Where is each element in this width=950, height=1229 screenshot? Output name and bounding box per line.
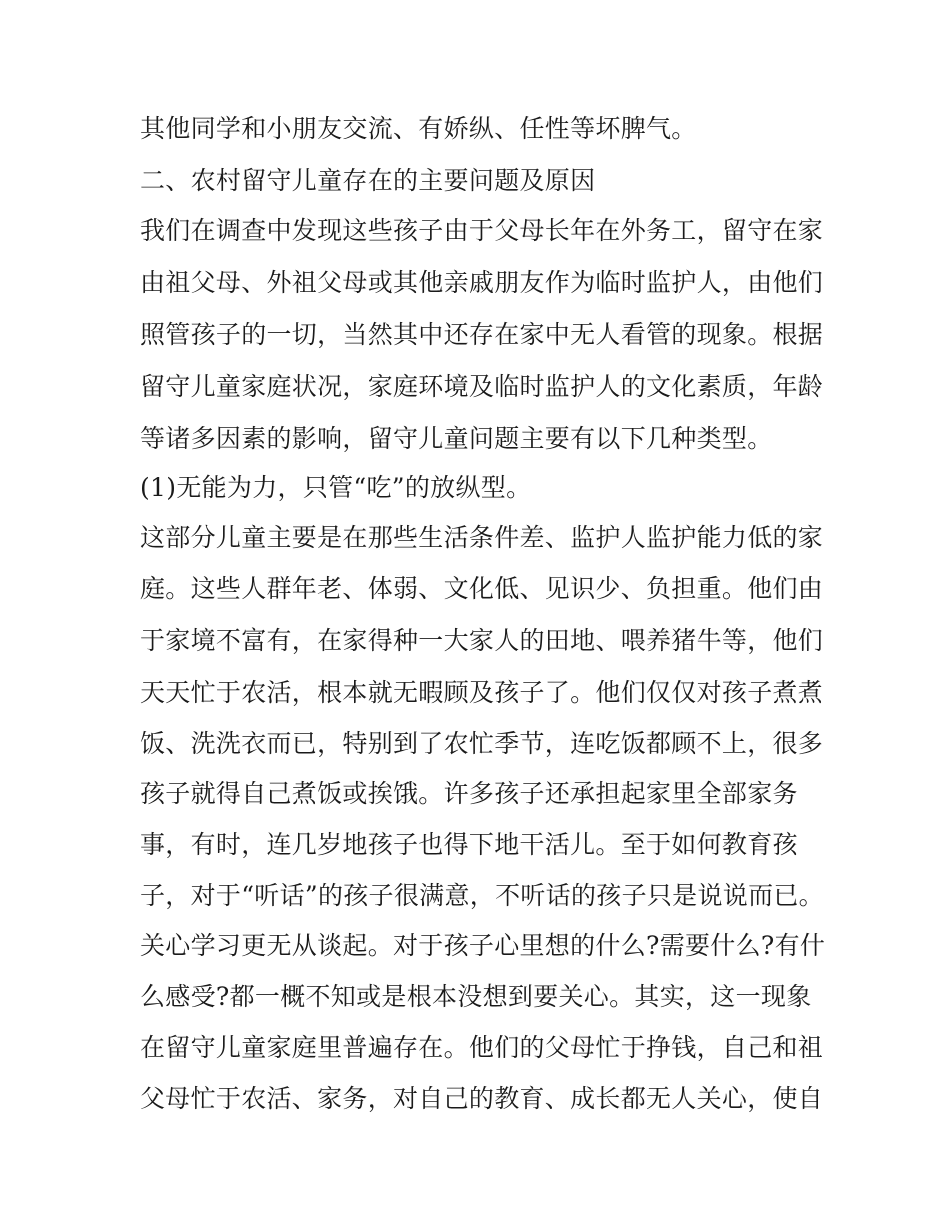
text-line: 这部分儿童主要是在那些生活条件差、监护人监护能力低的家	[140, 523, 824, 552]
text-line: 孩子就得自己煮饭或挨饿。许多孩子还承担起家里全部家务	[140, 779, 798, 808]
text-line: 我们在调查中发现这些孩子由于父母长年在外务工，留守在家	[140, 216, 824, 245]
text-line: 天天忙于农活，根本就无暇顾及孩子了。他们仅仅对孩子煮煮	[140, 678, 824, 707]
text-line: 其他同学和小朋友交流、有娇纵、任性等坏脾气。	[140, 114, 697, 143]
text-line: 父母忙于农活、家务，对自己的教育、成长都无人关心，使自	[140, 1084, 824, 1113]
text-line: 饭、洗洗衣而已，特别到了农忙季节，连吃饭都顾不上，很多	[140, 729, 824, 758]
text-line: 于家境不富有，在家得种一大家人的田地、喂养猪牛等，他们	[140, 626, 824, 655]
text-line: 么感受?都一概不知或是根本没想到要关心。其实，这一现象	[140, 982, 812, 1011]
subsection-heading: (1)无能为力，只管“吃”的放纵型。	[140, 473, 532, 502]
text-line: 等诸多因素的影响，留守儿童问题主要有以下几种类型。	[140, 424, 773, 453]
text-line: 庭。这些人群年老、体弱、文化低、见识少、负担重。他们由	[140, 574, 824, 603]
section-heading: 二、农村留守儿童存在的主要问题及原因	[140, 166, 596, 195]
text-line: 照管孩子的一切，当然其中还存在家中无人看管的现象。根据	[140, 320, 824, 349]
text-line: 由祖父母、外祖父母或其他亲戚朋友作为临时监护人，由他们	[140, 268, 824, 297]
text-line: 在留守儿童家庭里普遍存在。他们的父母忙于挣钱，自己和祖	[140, 1033, 824, 1062]
text-line: 子，对于“听话”的孩子很满意，不听话的孩子只是说说而已。	[140, 881, 824, 910]
text-line: 留守儿童家庭状况，家庭环境及临时监护人的文化素质，年龄	[140, 372, 824, 401]
text-line: 事，有时，连几岁地孩子也得下地干活儿。至于如何教育孩	[140, 830, 798, 859]
text-line: 关心学习更无从谈起。对于孩子心里想的什么?需要什么?有什	[140, 931, 826, 960]
